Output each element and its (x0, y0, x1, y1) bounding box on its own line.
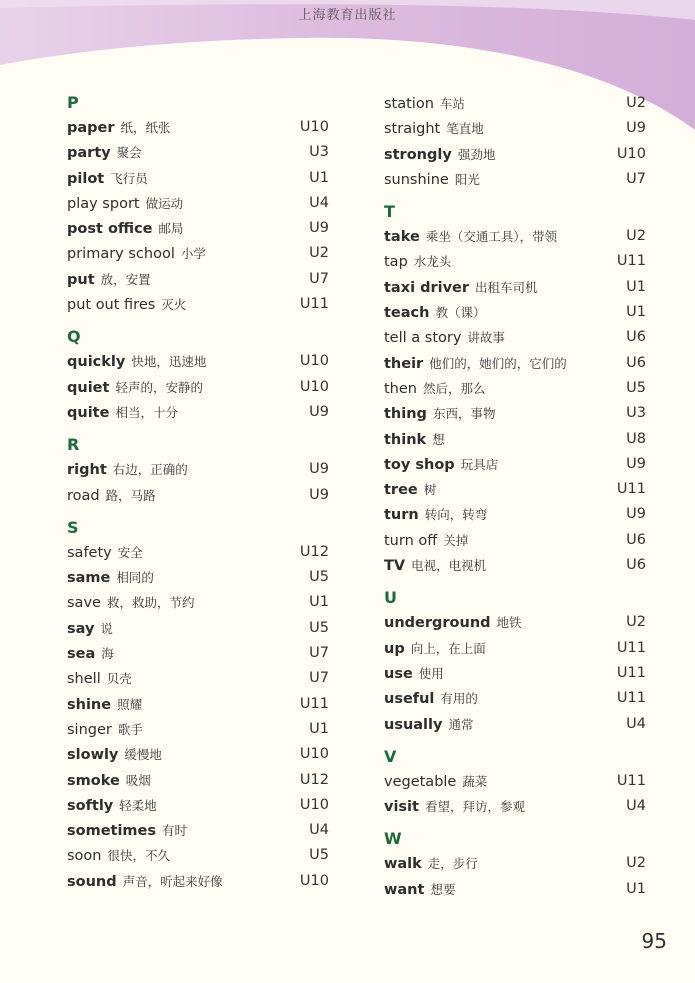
entry-chinese: 灭火 (161, 297, 187, 313)
entry-unit: U11 (616, 772, 646, 789)
glossary-entry (384, 769, 646, 794)
entry-unit: U1 (309, 594, 329, 611)
entry-unit: U11 (616, 481, 646, 498)
entry-text (67, 349, 206, 374)
entry-unit: U7 (309, 670, 329, 687)
entry-word: put out fires (67, 297, 156, 314)
entry-chinese: 看望，拜访，参观 (424, 799, 525, 815)
entry-unit: U11 (616, 253, 646, 270)
entry-unit: U9 (309, 220, 329, 237)
entry-unit: U10 (299, 378, 329, 395)
glossary-entry (67, 216, 329, 241)
entry-text (67, 241, 206, 266)
glossary-entry (67, 375, 329, 400)
entry-word: safety (67, 544, 112, 561)
entry-chinese: 蔬菜 (462, 773, 488, 789)
glossary-entry (67, 742, 329, 767)
entry-unit: U6 (626, 531, 646, 548)
entry-word: tap (384, 254, 408, 271)
entry-word: turn (384, 507, 419, 524)
entry-unit: U5 (309, 847, 329, 864)
entry-unit: U1 (309, 169, 329, 186)
entry-text (384, 686, 478, 711)
entry-chinese: 放，安置 (100, 271, 151, 287)
glossary-entry (384, 477, 646, 502)
entry-unit: U9 (309, 461, 329, 478)
entry-unit: U10 (616, 145, 646, 162)
entry-chinese: 笔直地 (446, 121, 484, 137)
glossary-entry (384, 452, 646, 477)
entry-text (67, 692, 142, 717)
entry-text (384, 661, 444, 686)
glossary-entry (67, 692, 329, 717)
glossary-entry (67, 483, 329, 508)
entry-unit: U6 (626, 557, 646, 574)
entry-chinese: 吸烟 (125, 772, 151, 788)
letter-section (67, 325, 329, 425)
entry-word: soon (67, 848, 102, 865)
letter-heading: P (67, 93, 79, 112)
entry-chinese: 缓慢地 (124, 747, 162, 763)
glossary-entry (384, 661, 646, 686)
glossary-entry (384, 351, 646, 376)
entry-text (67, 843, 170, 868)
entry-chinese: 邮局 (158, 221, 184, 237)
entry-word: road (67, 487, 100, 504)
entry-chinese: 贝壳 (106, 671, 132, 687)
entry-text (67, 457, 188, 482)
entry-unit: U10 (299, 353, 329, 370)
entry-word: want (384, 881, 425, 898)
glossary-entry (384, 167, 646, 192)
entry-word: teach (384, 305, 430, 322)
letter-section (384, 827, 646, 902)
entry-unit: U2 (626, 855, 646, 872)
entry-word: quickly (67, 354, 126, 371)
entry-text (67, 483, 156, 508)
glossary-entry (67, 641, 329, 666)
glossary-entry (67, 166, 329, 191)
entry-text (384, 553, 486, 578)
entry-word: post office (67, 221, 153, 238)
entry-text (384, 794, 525, 819)
entry-word: TV (384, 558, 406, 575)
entry-unit: U8 (626, 430, 646, 447)
entry-word: put (67, 271, 95, 288)
entry-text (67, 616, 113, 641)
entry-unit: U12 (299, 771, 329, 788)
entry-word: tree (384, 482, 418, 499)
entry-chinese: 乘坐（交通工具），带领 (425, 229, 558, 245)
entry-text (384, 116, 484, 141)
glossary-entry (67, 457, 329, 482)
entry-unit: U4 (626, 715, 646, 732)
entry-unit: U9 (626, 120, 646, 137)
entry-text (67, 140, 142, 165)
entry-chinese: 有用的 (440, 691, 478, 707)
entry-chinese: 使用 (418, 665, 444, 681)
entry-text (67, 540, 143, 565)
entry-word: their (384, 355, 424, 372)
entry-unit: U6 (626, 354, 646, 371)
glossary-entry (384, 636, 646, 661)
entry-unit: U10 (299, 872, 329, 889)
entry-unit: U10 (299, 746, 329, 763)
entry-text (384, 851, 478, 876)
entry-unit: U3 (309, 144, 329, 161)
entry-text (384, 249, 451, 274)
glossary-entry (384, 686, 646, 711)
entry-text (67, 590, 194, 615)
glossary-entry (67, 843, 329, 868)
entry-unit: U2 (626, 614, 646, 631)
glossary-entry (384, 877, 646, 902)
entry-text (67, 742, 162, 767)
letter-section (67, 91, 329, 317)
entry-text (384, 224, 557, 249)
entry-unit: U1 (626, 304, 646, 321)
glossary-entry (384, 116, 646, 141)
glossary-entry (67, 616, 329, 641)
entry-unit: U6 (626, 329, 646, 346)
entry-text (384, 142, 495, 167)
entry-word: smoke (67, 772, 120, 789)
entry-text (67, 666, 132, 691)
glossary-entry (67, 115, 329, 140)
entry-word: straight (384, 121, 441, 138)
entry-chinese: 救，救助，节约 (106, 595, 195, 611)
glossary-entry (67, 717, 329, 742)
entry-word: visit (384, 799, 419, 816)
entry-word: quite (67, 404, 110, 421)
entry-unit: U7 (309, 270, 329, 287)
entry-text (384, 769, 487, 794)
entry-word: shine (67, 696, 112, 713)
entry-word: use (384, 665, 413, 682)
entry-text (384, 877, 455, 902)
entry-word: tell a story (384, 330, 462, 347)
letter-heading: T (384, 202, 395, 222)
entry-unit: U4 (309, 822, 329, 839)
glossary-entry (384, 712, 646, 737)
entry-text (384, 325, 505, 350)
entry-chinese: 地铁 (496, 615, 522, 631)
entry-chinese: 走，步行 (427, 856, 478, 872)
entry-unit: U1 (626, 278, 646, 295)
entry-word: right (67, 462, 107, 479)
entry-chinese: 有时 (162, 823, 188, 839)
entry-text (384, 610, 522, 635)
entry-chinese: 教（课） (435, 305, 486, 321)
entry-chinese: 快地，迅速地 (131, 354, 207, 370)
entry-text (384, 528, 468, 553)
entry-text (384, 300, 485, 325)
entry-chinese: 轻声的，安静的 (115, 379, 203, 395)
entry-chinese: 歌手 (117, 721, 143, 737)
entry-unit: U9 (626, 506, 646, 523)
glossary-entry (384, 528, 646, 553)
entry-chinese: 车站 (439, 96, 465, 111)
entry-chinese: 照耀 (117, 696, 143, 712)
letter-heading: R (67, 435, 80, 455)
entry-chinese: 说 (100, 620, 113, 636)
entry-word: toy shop (384, 456, 455, 473)
letter-section (384, 200, 646, 578)
entry-unit: U9 (309, 486, 329, 503)
entry-unit: U1 (309, 720, 329, 737)
entry-text (384, 275, 538, 300)
entry-text (384, 401, 495, 426)
letter-section (384, 91, 646, 192)
entry-text (67, 166, 148, 191)
entry-chinese: 关掉 (443, 532, 469, 548)
entry-word: shell (67, 671, 101, 688)
glossary-entry (384, 401, 646, 426)
glossary-entry (67, 349, 329, 374)
entry-word: say (67, 620, 95, 637)
entry-word: sound (67, 873, 117, 890)
entry-chinese: 想 (432, 431, 445, 447)
entry-unit: U7 (626, 170, 646, 187)
entry-unit: U5 (309, 619, 329, 636)
entry-word: then (384, 380, 417, 397)
entry-word: play sport (67, 195, 140, 212)
entry-unit: U11 (299, 695, 329, 712)
entry-chinese: 讲故事 (467, 330, 505, 346)
entry-unit: U5 (626, 379, 646, 396)
entry-text (67, 641, 114, 666)
letter-heading: V (384, 746, 397, 766)
entry-word: taxi driver (384, 279, 470, 296)
glossary-entry (384, 553, 646, 578)
glossary-entry (67, 540, 329, 565)
glossary-entry (384, 249, 646, 274)
entry-chinese: 声音，听起来好像 (122, 873, 223, 889)
entry-text (67, 793, 157, 818)
entry-word: sunshine (384, 171, 449, 188)
publisher-name: 上海教育出版社 (298, 8, 397, 23)
entry-chinese: 海 (101, 646, 114, 662)
entry-text (67, 191, 183, 216)
entry-word: sometimes (67, 823, 157, 840)
glossary-entry (384, 794, 646, 819)
entry-chinese: 通常 (448, 716, 474, 732)
entry-chinese: 聚会 (116, 145, 142, 161)
entry-text (67, 818, 187, 843)
entry-word: same (67, 570, 111, 587)
entry-text (67, 869, 223, 894)
entry-text (67, 216, 184, 241)
entry-word: slowly (67, 747, 119, 764)
entry-chinese: 电视，电视机 (411, 558, 487, 574)
entry-chinese: 路，马路 (105, 487, 156, 503)
glossary-entry (384, 91, 646, 116)
entry-text (384, 91, 465, 116)
entry-unit: U2 (309, 245, 329, 262)
entry-chinese: 他们的，她们的，它们的 (429, 355, 567, 371)
entry-word: pilot (67, 170, 105, 187)
entry-word: party (67, 145, 111, 162)
entry-unit: U9 (626, 455, 646, 472)
glossary-entry (67, 267, 329, 292)
entry-unit: U11 (299, 296, 329, 313)
entry-unit: U10 (299, 796, 329, 813)
entry-text (384, 477, 436, 502)
entry-word: strongly (384, 146, 452, 163)
entry-word: useful (384, 691, 435, 708)
entry-text (67, 292, 186, 317)
entry-unit: U11 (616, 664, 646, 681)
glossary-entry (384, 502, 646, 527)
entry-chinese: 小学 (180, 246, 206, 262)
entry-chinese: 强劲地 (457, 146, 496, 162)
glossary-entry (384, 142, 646, 167)
entry-text (384, 502, 487, 527)
glossary-entry (67, 590, 329, 615)
glossary-entry (384, 851, 646, 876)
glossary-entry (67, 140, 329, 165)
entry-text (384, 427, 445, 452)
entry-word: save (67, 595, 101, 612)
letter-heading: S (67, 517, 79, 537)
entry-text (67, 565, 154, 590)
entry-unit: U5 (309, 569, 329, 586)
entry-word: think (384, 431, 427, 448)
entry-chinese: 树 (423, 482, 437, 498)
entry-unit: U11 (616, 639, 646, 656)
entry-word: softly (67, 797, 114, 814)
glossary-entry (67, 565, 329, 590)
entry-unit: U4 (626, 798, 646, 815)
letter-heading: U (384, 588, 397, 608)
entry-word: singer (67, 721, 112, 738)
glossary-entry (384, 610, 646, 635)
entry-word: thing (384, 406, 427, 423)
glossary-entry (67, 241, 329, 266)
entry-text (67, 717, 143, 742)
entry-text (384, 167, 480, 192)
entry-word: station (384, 96, 434, 112)
entry-word: take (384, 229, 420, 246)
entry-text (67, 375, 203, 400)
entry-unit: U9 (309, 403, 329, 420)
entry-chinese: 想要 (430, 881, 456, 897)
glossary-entry (67, 400, 329, 425)
letter-section (384, 586, 646, 736)
glossary-entry (67, 869, 329, 894)
entry-chinese: 向上，在上面 (410, 640, 486, 656)
entry-unit: U1 (626, 880, 646, 897)
entry-text (384, 376, 486, 401)
glossary-entry (384, 376, 646, 401)
entry-word: primary school (67, 246, 175, 263)
letter-heading: W (384, 829, 402, 849)
entry-chinese: 飞行员 (110, 170, 148, 186)
glossary-entry (67, 768, 329, 793)
entry-chinese: 右边，正确的 (112, 462, 188, 478)
glossary-right-column (384, 91, 646, 902)
entry-unit: U2 (626, 95, 646, 111)
letter-section (67, 433, 329, 508)
glossary-entry (67, 292, 329, 317)
glossary-entry (67, 666, 329, 691)
entry-chinese: 然后，那么 (423, 380, 486, 396)
entry-unit: U7 (309, 645, 329, 662)
entry-unit: U2 (626, 228, 646, 245)
entry-unit: U10 (299, 119, 329, 135)
entry-unit: U3 (626, 405, 646, 422)
entry-word: paper (67, 120, 115, 136)
entry-chinese: 轻柔地 (119, 797, 157, 813)
glossary-entry (384, 300, 646, 325)
entry-unit: U4 (309, 194, 329, 211)
glossary-entry (384, 275, 646, 300)
entry-text (67, 267, 151, 292)
glossary-entry (67, 793, 329, 818)
glossary-entry (384, 224, 646, 249)
entry-text (67, 768, 151, 793)
entry-word: sea (67, 646, 96, 663)
entry-chinese: 安全 (117, 544, 143, 560)
entry-word: walk (384, 856, 422, 873)
entry-chinese: 纸，纸张 (120, 120, 171, 135)
entry-chinese: 转向，转弯 (424, 507, 488, 523)
letter-section (67, 516, 329, 894)
entry-word: turn off (384, 532, 438, 549)
entry-text (67, 400, 178, 425)
entry-text (384, 712, 473, 737)
entry-chinese: 玩具店 (460, 456, 499, 472)
entry-unit: U11 (616, 690, 646, 707)
entry-word: quiet (67, 379, 110, 396)
entry-unit: U12 (299, 543, 329, 560)
letter-heading: Q (67, 327, 81, 347)
entry-text (384, 452, 498, 477)
entry-chinese: 阳光 (454, 171, 480, 187)
entry-chinese: 出租车司机 (475, 279, 538, 295)
entry-word: vegetable (384, 773, 457, 790)
entry-chinese: 很快，不久 (107, 848, 171, 864)
entry-word: usually (384, 716, 443, 733)
glossary-entry (67, 818, 329, 843)
entry-chinese: 东西，事物 (432, 406, 496, 422)
entry-text (384, 351, 567, 376)
glossary-entry (384, 427, 646, 452)
entry-chinese: 水龙头 (413, 254, 452, 270)
glossary-left-column (67, 91, 329, 894)
letter-section (384, 745, 646, 820)
entry-word: up (384, 640, 405, 657)
entry-text (384, 636, 486, 661)
entry-text (67, 115, 171, 140)
entry-chinese: 相同的 (116, 570, 154, 586)
entry-word: underground (384, 615, 491, 632)
entry-chinese: 做运动 (145, 195, 184, 211)
page-number: 95 (641, 929, 667, 953)
glossary-entry (67, 191, 329, 216)
glossary-entry (384, 325, 646, 350)
entry-chinese: 相当，十分 (115, 404, 178, 420)
